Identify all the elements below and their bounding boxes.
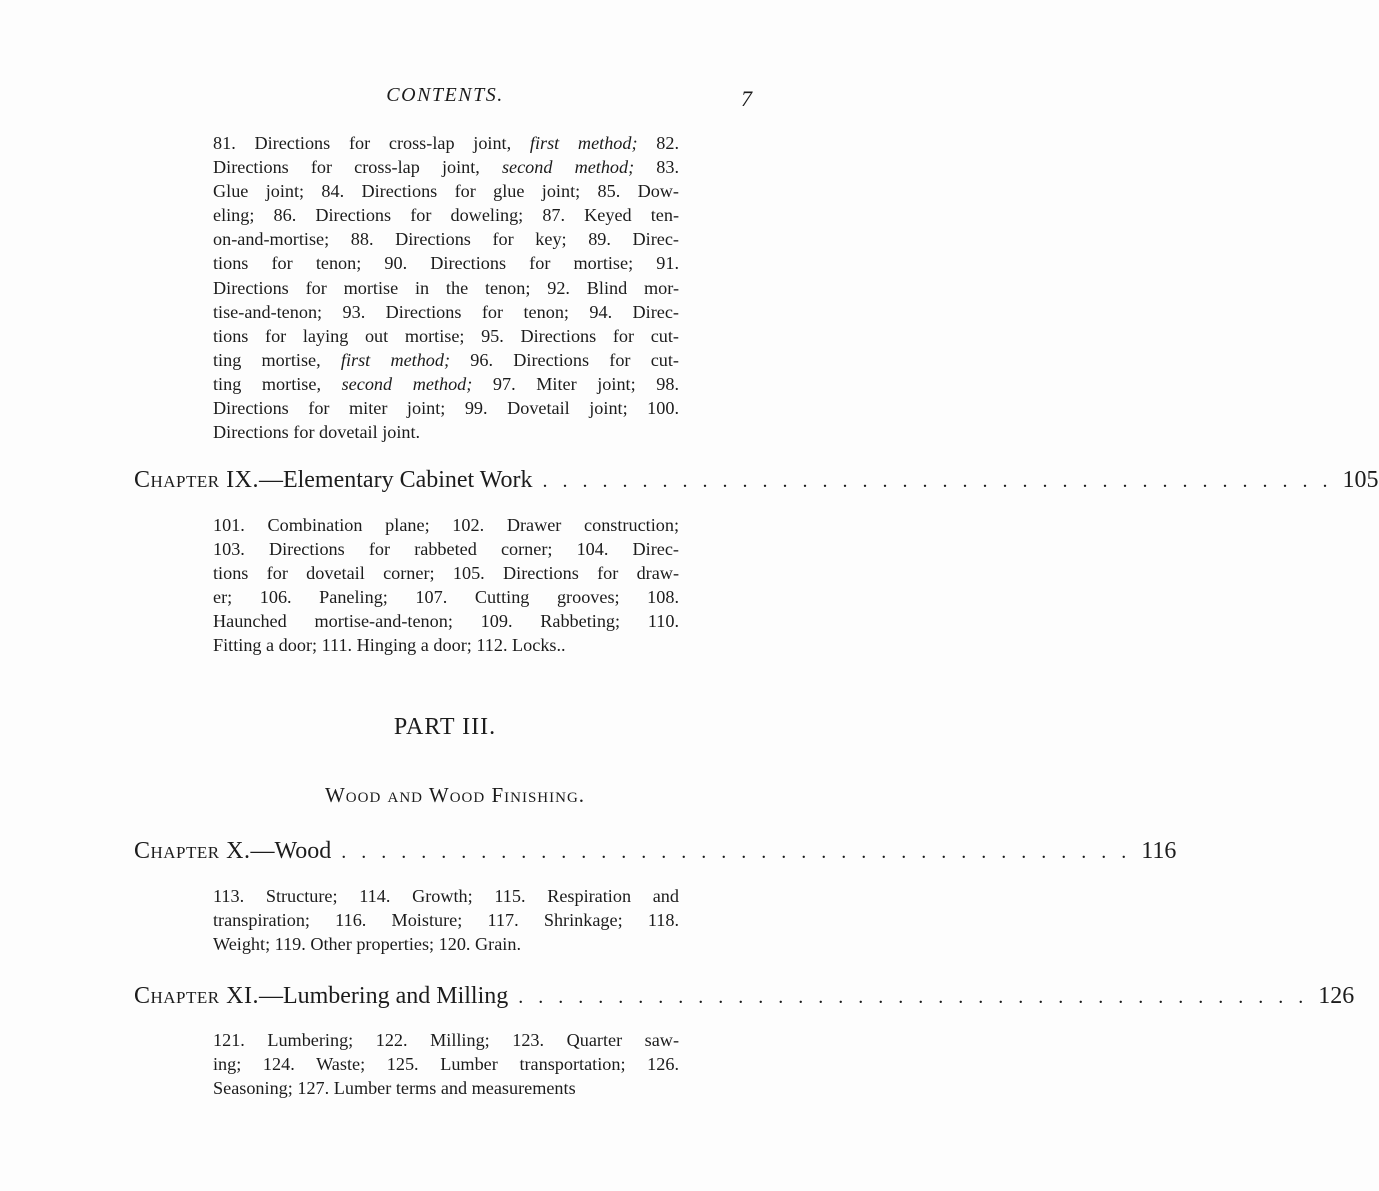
- chapter-page-number: 105: [1342, 467, 1379, 493]
- leader-dots: . . . . . . . . . . . . . . . . . . . . . . . . . . . . . . . . . . . . . . . .: [341, 841, 1132, 863]
- text-line: [213, 513, 679, 537]
- text-run: 121. Lumbering; 122. Milling; 123. Quarter saw-: [213, 1030, 679, 1050]
- text-line: [213, 324, 679, 348]
- chapter-label: Chapter XI.: [134, 983, 259, 1009]
- text-run: tions for dovetail corner; 105. Directions for draw-: [213, 563, 679, 584]
- part-title: PART III.: [393, 714, 497, 740]
- text-line: [213, 1052, 679, 1076]
- text-line: [213, 585, 679, 609]
- chapter-label: Chapter IX.: [134, 467, 259, 493]
- text-line: [213, 932, 679, 956]
- text-line: [213, 155, 679, 179]
- chapter-title: [134, 838, 331, 865]
- text-run: Fitting a door; 111. Hinging a door; 112. Locks..: [213, 635, 566, 656]
- text-run: 103. Directions for rabbeted corner; 104. Direc-: [213, 539, 679, 560]
- text-run: eling; 86. Directions for doweling; 87. Keyed ten-: [213, 205, 679, 226]
- text-line: [213, 908, 679, 932]
- text-run: Directions for cross-lap joint,: [213, 157, 502, 178]
- text-line: [213, 179, 679, 203]
- text-line: [213, 203, 679, 227]
- paragraph-sections-101-112: [213, 513, 679, 658]
- text-line: [213, 276, 679, 300]
- text-line: [213, 1076, 679, 1100]
- text-run: Directions for dovetail joint.: [213, 422, 421, 443]
- text-run: 97. Miter joint; 98.: [472, 373, 679, 394]
- text-run: second method;: [501, 157, 635, 178]
- leader-dots: . . . . . . . . . . . . . . . . . . . . . . . . . . . . . . . . . . . . . . . .: [518, 986, 1309, 1008]
- text-run: ting mortise,: [213, 373, 342, 394]
- chapter-name: —Wood: [250, 838, 332, 864]
- chapter-heading-xi: [134, 983, 1355, 1017]
- text-line: [213, 227, 679, 251]
- chapter-heading-ix: [134, 467, 1379, 501]
- text-run: 82.: [637, 133, 679, 153]
- text-run: 96. Directions for cut-: [450, 349, 679, 370]
- text-run: Directions for mortise in the tenon; 92. Blind mor-: [213, 277, 679, 298]
- text-line: [213, 348, 679, 372]
- text-run: er; 106. Paneling; 107. Cutting grooves; 108.: [213, 587, 679, 608]
- text-run: 83.: [634, 157, 680, 178]
- text-run: transpiration; 116. Moisture; 117. Shrinkage; 118.: [213, 910, 679, 931]
- chapter-heading-x: [134, 838, 1177, 872]
- paragraph-sections-121-127: [213, 1028, 679, 1100]
- text-line: [213, 609, 679, 633]
- page-title: CONTENTS.: [386, 84, 504, 106]
- text-line: [213, 537, 679, 561]
- text-run: first method;: [340, 349, 451, 370]
- text-run: Weight; 119. Other properties; 120. Grain.: [213, 934, 521, 955]
- text-run: 101. Combination plane; 102. Drawer construction;: [213, 515, 679, 535]
- text-run: 113. Structure; 114. Growth; 115. Respiration and: [213, 886, 679, 906]
- text-run: first method;: [529, 133, 638, 153]
- chapter-page-number: 126: [1318, 983, 1355, 1009]
- text-line: [213, 131, 679, 155]
- text-run: tise-and-tenon; 93. Directions for tenon; 94. Direc-: [213, 301, 679, 322]
- text-run: 81. Directions for cross-lap joint,: [213, 133, 530, 153]
- text-run: tions for tenon; 90. Directions for mortise; 91.: [213, 253, 679, 274]
- text-line: [213, 300, 679, 324]
- text-line: [213, 251, 679, 275]
- chapter-title: [134, 467, 533, 494]
- text-run: ting mortise,: [213, 349, 341, 370]
- paragraph-sections-81-100: [213, 131, 679, 444]
- running-head: [0, 84, 840, 114]
- chapter-label: Chapter X.: [134, 838, 251, 864]
- text-line: [213, 396, 679, 420]
- text-run: Haunched mortise-and-tenon; 109. Rabbeting; 110.: [213, 611, 679, 632]
- chapter-page-number: 116: [1141, 838, 1177, 864]
- paragraph-sections-113-120: [213, 884, 679, 956]
- chapter-title: [134, 983, 508, 1010]
- text-run: tions for laying out mortise; 95. Directions for cut-: [213, 325, 679, 346]
- leader-dots: . . . . . . . . . . . . . . . . . . . . . . . . . . . . . . . . . . . . . . . .: [542, 470, 1333, 492]
- text-run: Directions for miter joint; 99. Dovetail joint; 100.: [213, 398, 679, 419]
- text-line: [213, 372, 679, 396]
- text-run: on-and-mortise; 88. Directions for key; 89. Direc-: [213, 229, 679, 250]
- part-subtitle: Wood and Wood Finishing.: [324, 783, 586, 807]
- text-run: second method;: [341, 373, 473, 394]
- text-line: [213, 884, 679, 908]
- chapter-name: —Elementary Cabinet Work: [258, 467, 533, 493]
- text-run: Seasoning; 127. Lumber terms and measurements: [213, 1078, 576, 1099]
- text-line: [213, 420, 679, 444]
- text-line: [213, 633, 679, 657]
- text-run: Glue joint; 84. Directions for glue joint; 85. Dow-: [213, 181, 679, 202]
- text-run: ing; 124. Waste; 125. Lumber transportation; 126.: [213, 1054, 679, 1075]
- text-line: [213, 1028, 679, 1052]
- page-number: 7: [741, 86, 752, 111]
- text-line: [213, 561, 679, 585]
- chapter-name: —Lumbering and Milling: [258, 983, 509, 1009]
